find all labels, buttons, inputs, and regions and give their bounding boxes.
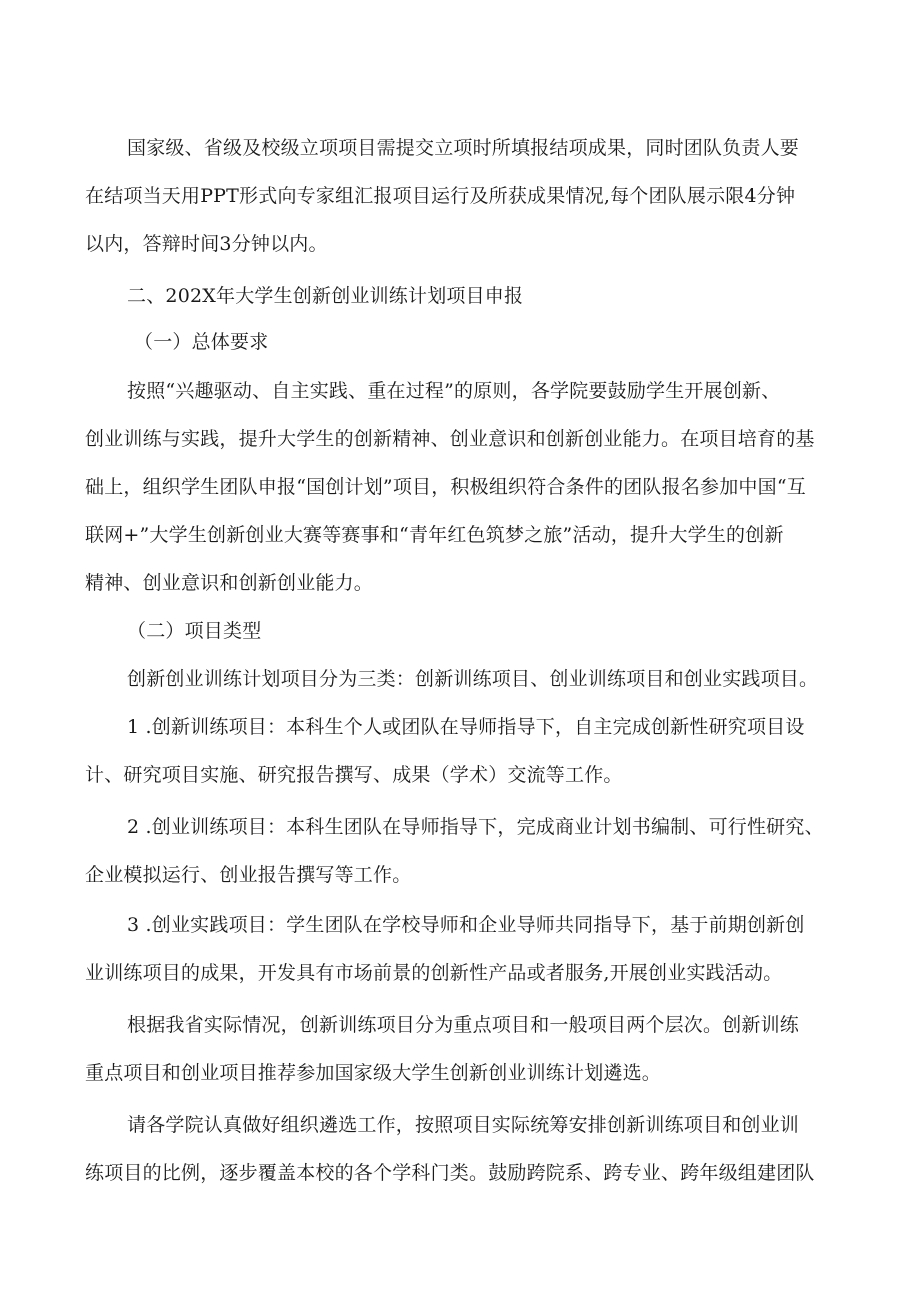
paragraph-line: 联网+”大学生创新创业大赛等赛事和“青年红色筑梦之旅”活动，提升大学生的创新: [85, 524, 784, 546]
paragraph-line: 础上，组织学生团队申报“国创计划”项目，积极组织符合条件的团队报名参加中国“互: [85, 476, 806, 498]
subsection-heading: （二）项目类型: [127, 620, 262, 642]
paragraph-line: 请各学院认真做好组织遴选工作，按照项目实际统筹安排创新训练项目和创业训: [127, 1114, 800, 1136]
list-item-line: 业训练项目的成果，开发具有市场前景的创新性产品或者服务,开展创业实践活动。: [85, 962, 783, 984]
paragraph-line: 创业训练与实践，提升大学生的创新精神、创业意识和创新创业能力。在项目培育的基: [85, 428, 815, 450]
section-heading: 二、202X年大学生创新创业训练计划项目申报: [127, 285, 524, 307]
subsection-heading: （一）总体要求: [134, 331, 269, 353]
paragraph-line: 在结项当天用PPT形式向专家组汇报项目运行及所获成果情况,每个团队展示限4分钟: [85, 185, 796, 207]
paragraph-line: 练项目的比例，逐步覆盖本校的各个学科门类。鼓励跨院系、跨专业、跨年级组建团队: [85, 1162, 815, 1184]
paragraph-line: 重点项目和创业项目推荐参加国家级大学生创新创业训练计划遴选。: [85, 1062, 662, 1084]
list-item-line: 2 .创业训练项目：本科生团队在导师指导下，完成商业计划书编制、可行性研究、: [127, 816, 824, 838]
paragraph-line: 按照“兴趣驱动、自主实践、重在过程”的原则，各学院要鼓励学生开展创新、: [127, 380, 781, 402]
paragraph-line: 国家级、省级及校级立项项目需提交立项时所填报结项成果，同时团队负责人要: [127, 137, 800, 159]
list-item-line: 企业模拟运行、创业报告撰写等工作。: [85, 864, 412, 886]
list-item-line: 3 .创业实践项目：学生团队在学校导师和企业导师共同指导下，基于前期创新创: [127, 914, 805, 936]
list-item-line: 计、研究项目实施、研究报告撰写、成果（学术）交流等工作。: [85, 764, 623, 786]
paragraph-line: 创新创业训练计划项目分为三类：创新训练项目、创业训练项目和创业实践项目。: [127, 668, 819, 690]
list-item-line: 1 .创新训练项目：本科生个人或团队在导师指导下，自主完成创新性研究项目设: [127, 716, 805, 738]
paragraph-line: 以内，答辩时间3分钟以内。: [85, 233, 328, 255]
paragraph-line: 根据我省实际情况，创新训练项目分为重点项目和一般项目两个层次。创新训练: [127, 1014, 800, 1036]
paragraph-line: 精神、创业意识和创新创业能力。: [85, 572, 374, 594]
